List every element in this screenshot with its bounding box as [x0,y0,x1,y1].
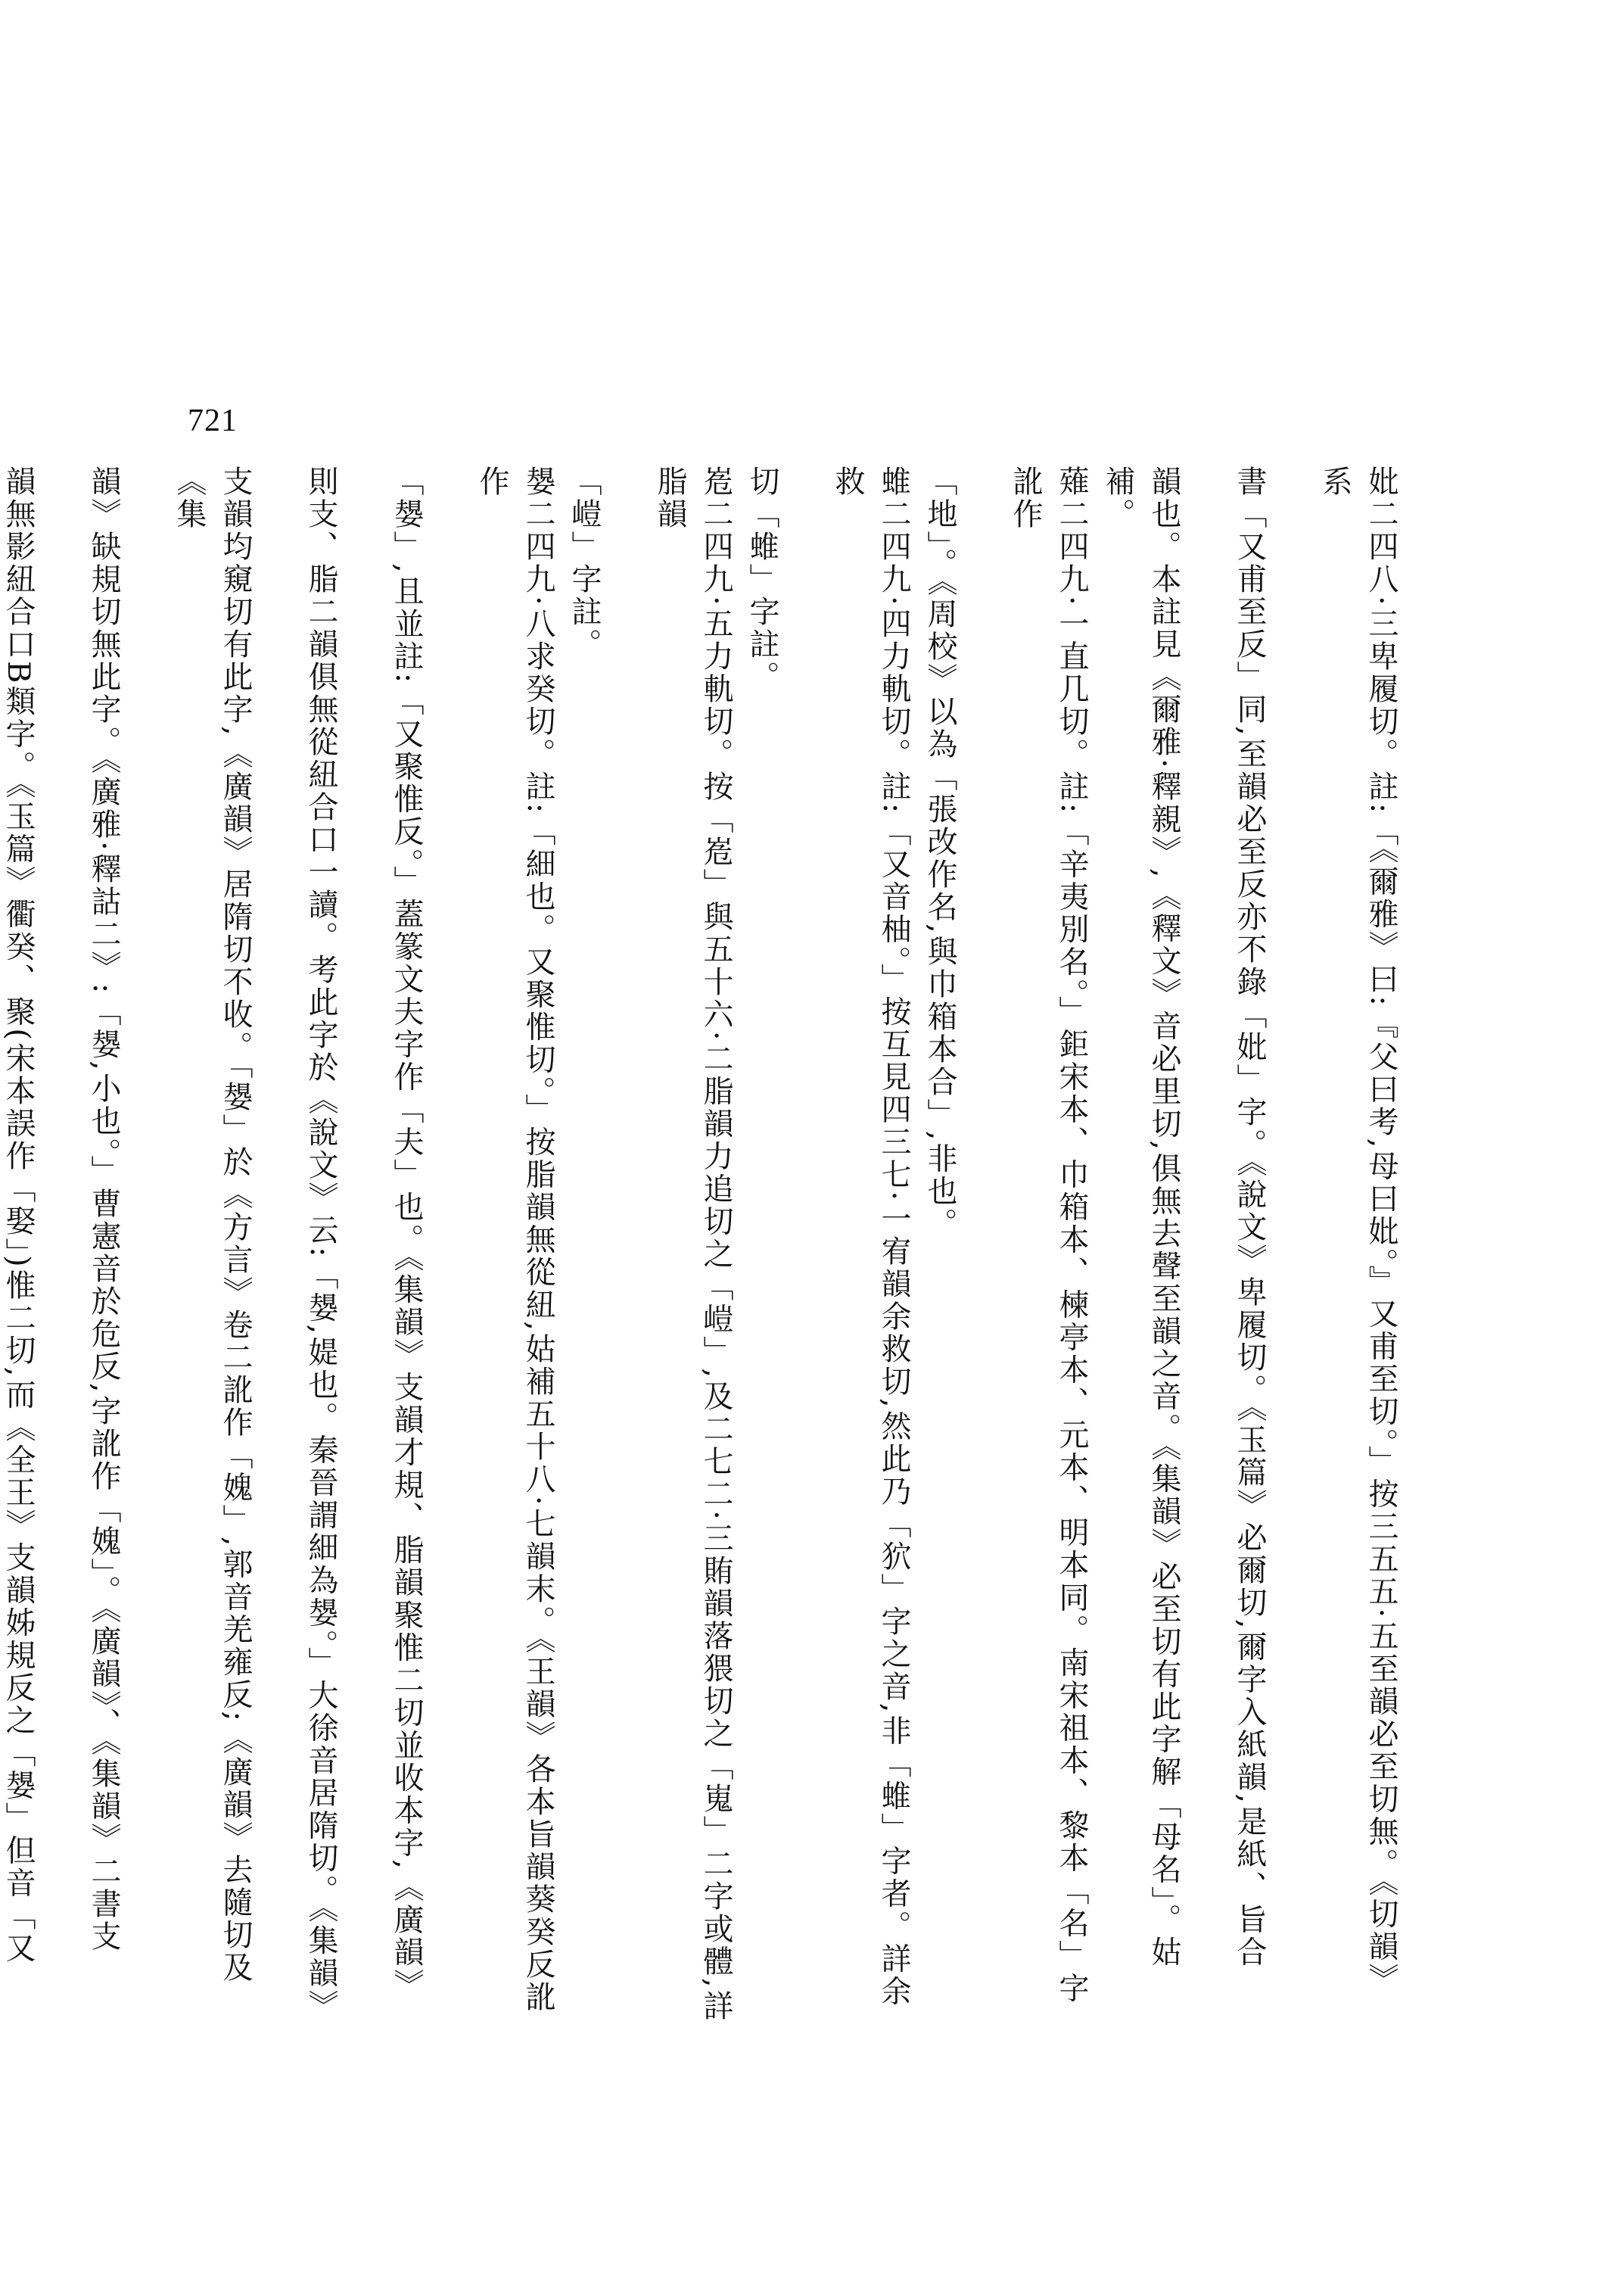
text-line: 「嵦」字註。 [567,466,602,661]
text-line: 韻》缺規切無此字。《廣雅·釋詁二》:「嫢,小也。」曹憲音於危反,字訛作「媿」。《廣韻》、《集韻》二書支 [86,466,121,1953]
text-line: 切「蜼」字註。 [745,466,779,693]
text-line: 韻也。本註見《爾雅·釋親》,《釋文》音必里切,俱無去聲至韻之音。《集韻》必至切有此字解「母名」。姑補。 [1100,466,1181,1969]
text-line: 書「又甫至反」同,至韻必至反亦不錄「妣」字。《說文》卑履切。《玉篇》必爾切,爾字入紙韻,是紙、旨合 [1232,466,1267,1969]
text-line: 支韻均窺切有此字,《廣韻》居隋切不收。「嫢」於《方言》卷二訛作「媿」,郭音羌雍反;《廣韻》去隨切及《集 [172,466,253,1984]
text-line: 峞二四九·五力軌切。按「峞」與五十六·二脂韻力追切之「嵦」,及二七二·三賄韻落猥切之「嵬」二字或體,詳脂韻 [652,466,733,2023]
text-line: 則支、脂二韻俱無從紐合口一讀。考此字於《說文》云:「嫢,媞也。秦晉謂細為嫢。」大徐音居隋切。《集韻》 [303,466,338,2023]
text-line: 薙二四九·一直几切。註:「辛夷別名。」鉅宋本、巾箱本、楝亭本、元本、明本同。南宋祖本、黎本「名」字訛作 [1008,466,1089,2005]
page-number: 721 [188,403,238,438]
text-line: 妣二四八·三卑履切。註:「《爾雅》曰:『父曰考,母曰妣。』又甫至切。」按三五五·五至韻必至切無。《切韻》系 [1318,466,1398,1996]
text-line: 蜼二四九·四力軌切。註:「又音柚。」按互見四三七·一宥韻余救切,然此乃「狖」字之音,非「蜼」字者。詳余救 [830,466,911,2008]
text-line: 「嫢」,且並註:「又聚惟反。」蓋篆文夫字作「夫」也。《集韻》支韻才規、脂韻聚惟二切並收本字,《廣韻》 [389,466,424,2001]
vertical-text-body [1,466,1404,2025]
text-line: 「地」。《周校》以為「張改作名,與巾箱本合」,非也。 [922,466,957,1241]
text-line: 韻無影紐合口B類字。《玉篇》衢癸、聚(宋本誤作「娶」)惟二切,而《全王》支韻姊規反之「嫢」但音「又 [1,466,36,1965]
text-line: 嫢二四九·八求癸切。註:「細也。又聚惟切。」按脂韻無從紐,姑補五十八·七韻末。《王韻》各本旨韻葵癸反訛作 [474,466,555,2014]
